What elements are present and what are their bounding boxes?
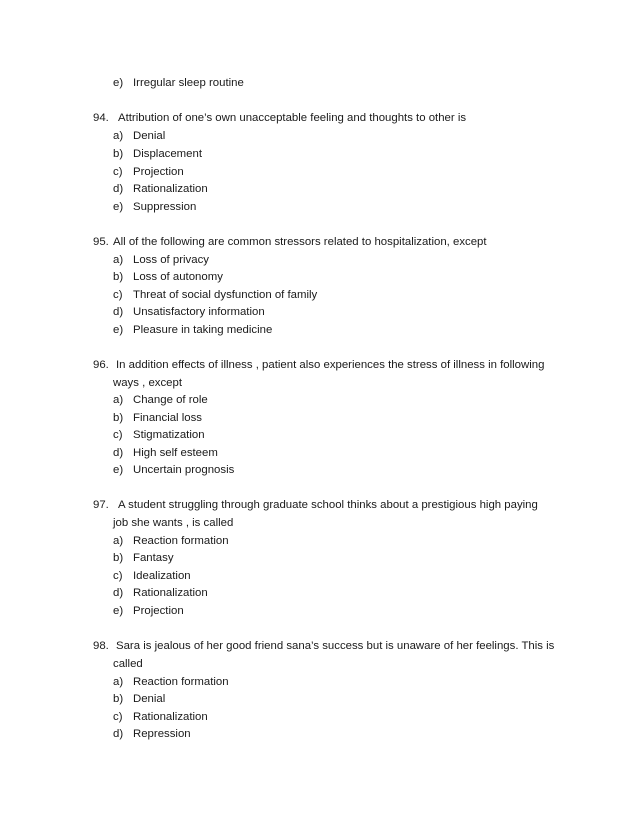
question-number: 97.	[93, 499, 109, 511]
option-line	[113, 76, 123, 90]
option-text: Projection	[133, 605, 184, 617]
option-letter: d)	[113, 728, 124, 740]
option-text: Financial loss	[133, 412, 203, 424]
option-letter: c)	[113, 289, 123, 301]
question-stem: In addition effects of illness , patient also experiences the stress of illness in following	[116, 359, 545, 371]
option-letter: a)	[113, 535, 124, 547]
option-letter: b)	[113, 148, 124, 160]
option-text: Repression	[133, 728, 191, 740]
option-text: Threat of social dysfunction of family	[133, 289, 318, 301]
option-letter: c)	[113, 429, 123, 441]
option-text: Pleasure in taking medicine	[133, 324, 273, 336]
option-letter: b)	[113, 271, 124, 283]
question-stem: called	[113, 658, 143, 670]
option-letter: c)	[113, 570, 123, 582]
option-letter: e)	[113, 605, 124, 617]
option-text: Loss of autonomy	[133, 271, 223, 283]
option-text: Rationalization	[133, 587, 208, 599]
option-text: Uncertain prognosis	[133, 464, 235, 476]
question-stem: A student struggling through graduate school thinks about a prestigious high paying	[118, 499, 538, 511]
option-letter: e)	[113, 324, 124, 336]
option-text: Projection	[133, 166, 184, 178]
option-letter: c)	[113, 711, 123, 723]
question-stem: Attribution of one’s own unacceptable feeling and thoughts to other is	[118, 112, 467, 124]
option-letter: b)	[113, 412, 124, 424]
question-number: 94.	[93, 112, 109, 124]
question-number: 98.	[93, 640, 109, 652]
option-text: Fantasy	[133, 552, 174, 564]
option-letter: d)	[113, 306, 124, 318]
option-text: Irregular sleep routine	[133, 77, 244, 89]
option-letter: a)	[113, 130, 124, 142]
option-text: Loss of privacy	[133, 254, 209, 266]
option-text: Unsatisfactory information	[133, 306, 265, 318]
option-text: Denial	[133, 693, 166, 705]
option-letter: d)	[113, 587, 124, 599]
question-stem: ways , except	[113, 377, 183, 389]
option-text: Change of role	[133, 394, 208, 406]
option-letter: b)	[113, 693, 124, 705]
question-stem: Sara is jealous of her good friend sana’s success but is unaware of her feelings. This is	[116, 640, 555, 652]
option-letter: a)	[113, 394, 124, 406]
option-letter: d)	[113, 447, 124, 459]
option-text: Rationalization	[133, 183, 208, 195]
option-letter: c)	[113, 166, 123, 178]
option-text: Displacement	[133, 148, 203, 160]
option-text: High self esteem	[133, 447, 218, 459]
question-number: 96.	[93, 359, 109, 371]
option-text: Rationalization	[133, 711, 208, 723]
question-stem: job she wants , is called	[113, 517, 234, 529]
question-number: 95.	[93, 236, 109, 248]
option-letter: e)	[113, 464, 124, 476]
option-letter: d)	[113, 183, 124, 195]
option-letter: e)	[113, 77, 124, 89]
option-letter: b)	[113, 552, 124, 564]
option-text: Idealization	[133, 570, 191, 582]
option-text: Stigmatization	[133, 429, 205, 441]
option-letter: e)	[113, 201, 124, 213]
option-text: Reaction formation	[133, 535, 229, 547]
question-stem: All of the following are common stressors related to hospitalization, except	[113, 236, 487, 248]
option-text: Suppression	[133, 201, 197, 213]
option-text: Reaction formation	[133, 676, 229, 688]
option-letter: a)	[113, 254, 124, 266]
option-text: Denial	[133, 130, 166, 142]
option-letter: a)	[113, 676, 124, 688]
